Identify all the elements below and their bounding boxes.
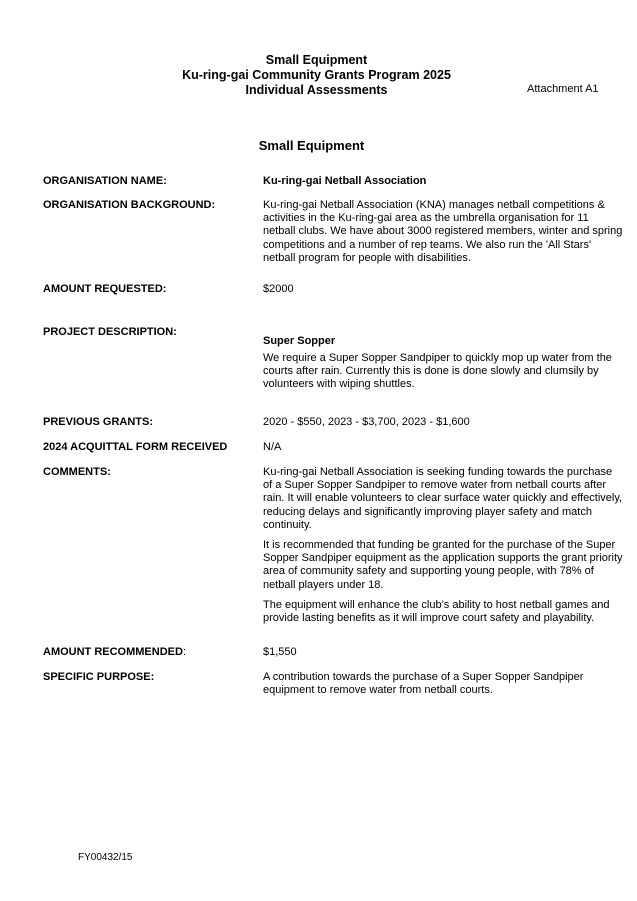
- acquittal-value: N/A: [263, 441, 282, 453]
- header-program: Ku-ring-gai Community Grants Program 2025: [182, 68, 451, 82]
- comments-paragraph-2: It is recommended that funding be granted for the purchase of the Super Sopper Sandpiper equipment as the application supports the grant priority area of community safety and supporting young people, with 78% of netball players under 18.: [263, 539, 623, 591]
- comments-block: [263, 466, 623, 632]
- previous-grants-label: PREVIOUS GRANTS:: [43, 416, 154, 428]
- org-background-label: ORGANISATION BACKGROUND:: [43, 199, 216, 211]
- amount-recommended-colon: :: [182, 646, 187, 658]
- amount-recommended-label: [43, 646, 186, 659]
- previous-grants-value: 2020 - $550, 2023 - $3,700, 2023 - $1,600: [263, 416, 470, 428]
- amount-requested-label: AMOUNT REQUESTED:: [43, 283, 167, 295]
- project-description-heading: Super Sopper: [263, 335, 336, 347]
- amount-recommended-value: $1,550: [263, 646, 297, 658]
- header-subtitle: Individual Assessments: [245, 83, 388, 97]
- amount-recommended-label-text: AMOUNT RECOMMENDED: [43, 646, 183, 658]
- org-name-label: ORGANISATION NAME:: [43, 175, 167, 187]
- org-name-value: Ku-ring-gai Netball Association: [263, 175, 427, 187]
- comments-paragraph-3: The equipment will enhance the club’s ability to host netball games and provide lasting benefits as it will improve court safety and playability.: [263, 598, 610, 625]
- footer-reference: FY00432/15: [78, 852, 133, 863]
- section-title: Small Equipment: [258, 138, 365, 153]
- project-description-label: PROJECT DESCRIPTION:: [43, 326, 177, 338]
- org-background-value: Ku-ring-gai Netball Association (KNA) manages netball competitions & activities in the Ku-ring-gai area as the umbrella organisation for 11 netball clubs. We have about 3000 registered members, winter and spring competitions and a number of rep teams. We also run the 'All Stars' netball program for people with disabilities.: [263, 199, 623, 264]
- specific-purpose-value: A contribution towards the purchase of a Super Sopper Sandpiper equipment to remove water from netball courts.: [263, 671, 584, 697]
- amount-requested-value: $2000: [263, 283, 294, 295]
- project-description-value: We require a Super Sopper Sandpiper to quickly mop up water from the courts after rain. Currently this is done is done slowly and clumsily by volunteers with wiping shuttles.: [263, 352, 612, 391]
- attachment-label: Attachment A1: [527, 83, 599, 95]
- acquittal-label: 2024 ACQUITTAL FORM RECEIVED: [43, 441, 228, 453]
- specific-purpose-label: SPECIFIC PURPOSE:: [43, 671, 155, 683]
- header-title: Small Equipment: [265, 53, 368, 67]
- comments-paragraph-1: Ku-ring-gai Netball Association is seeking funding towards the purchase of a Super Sopper Sandpiper to remove water from netball courts after rain. It will enable volunteers to clear surface water quickly and effectively, reducing delays and significantly improving player safety and match continuity.: [263, 466, 623, 531]
- comments-label: COMMENTS:: [43, 466, 111, 478]
